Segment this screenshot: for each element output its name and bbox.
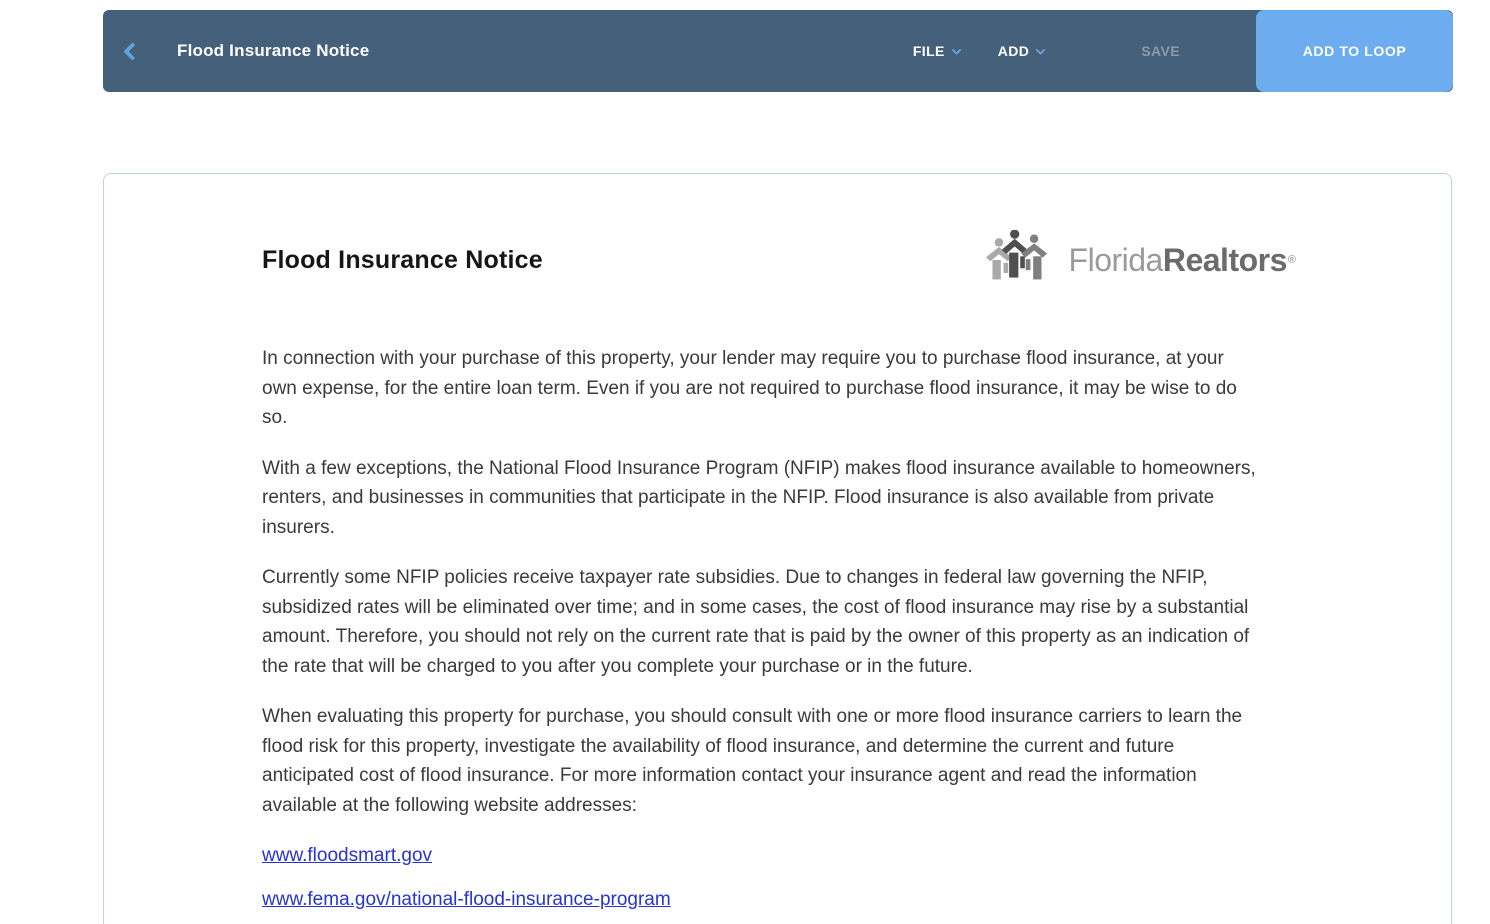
chevron-down-icon: [951, 45, 961, 55]
logo-text-florida: Florida: [1068, 241, 1163, 278]
paragraph: Currently some NFIP policies receive taxpayer rate subsidies. Due to changes in federal law governing the NFIP, subsidized rates will be eliminated over time; and in some cases, the cost of flood insurance may rise by a substantial amount. Therefore, you should not rely on the current rate that is paid by the owner of this property as an indication of the rate that will be charged to you after you complete your purchase or in the future.: [262, 567, 1250, 677]
document-content: [104, 174, 1451, 914]
document-body: [262, 344, 1262, 914]
chevron-left-icon: [123, 42, 141, 60]
toolbar-title: Flood Insurance Notice: [177, 41, 370, 60]
fema-link[interactable]: www.fema.gov/national-flood-insurance-program: [262, 888, 671, 910]
add-menu-label: ADD: [997, 43, 1030, 59]
document-card: [103, 173, 1452, 924]
link-row: [262, 841, 1262, 871]
floodsmart-link[interactable]: www.floodsmart.gov: [262, 845, 433, 866]
florida-realtors-houses-icon: [986, 230, 1060, 290]
logo-text-realtors: Realtors: [1162, 241, 1287, 278]
toolbar: [103, 10, 1453, 92]
florida-realtors-logo: [986, 230, 1296, 290]
paragraph: In connection with your purchase of this property, your lender may require you to purchase flood insurance, at your own expense, for the entire loan term. Even if you are not required to purchase flood insurance, it may be wise to do so.: [262, 348, 1237, 428]
save-button[interactable]: SAVE: [1141, 43, 1180, 59]
file-menu-label: FILE: [912, 43, 945, 59]
file-menu[interactable]: [913, 43, 960, 59]
document-title: Flood Insurance Notice: [262, 245, 543, 274]
paragraph: When evaluating this property for purchase, you should consult with one or more flood insurance carriers to learn the flood risk for this property, investigate the availability of flood insurance, and determine the current and future anticipated cost of flood insurance. For more information contact your insurance agent and read the information available at the following website addresses:: [262, 706, 1243, 816]
back-button[interactable]: [103, 10, 161, 92]
document-header-row: [262, 228, 1296, 292]
add-menu[interactable]: [998, 43, 1045, 59]
paragraph: With a few exceptions, the National Flood Insurance Program (NFIP) makes flood insurance available to homeowners, renters, and businesses in communities that participate in the NFIP. Flood insurance is also available from private insurers.: [262, 457, 1256, 538]
link-row: [262, 885, 1262, 915]
chevron-down-icon: [1036, 45, 1046, 55]
add-to-loop-button[interactable]: ADD TO LOOP: [1256, 10, 1453, 92]
registered-mark: ®: [1287, 254, 1296, 266]
